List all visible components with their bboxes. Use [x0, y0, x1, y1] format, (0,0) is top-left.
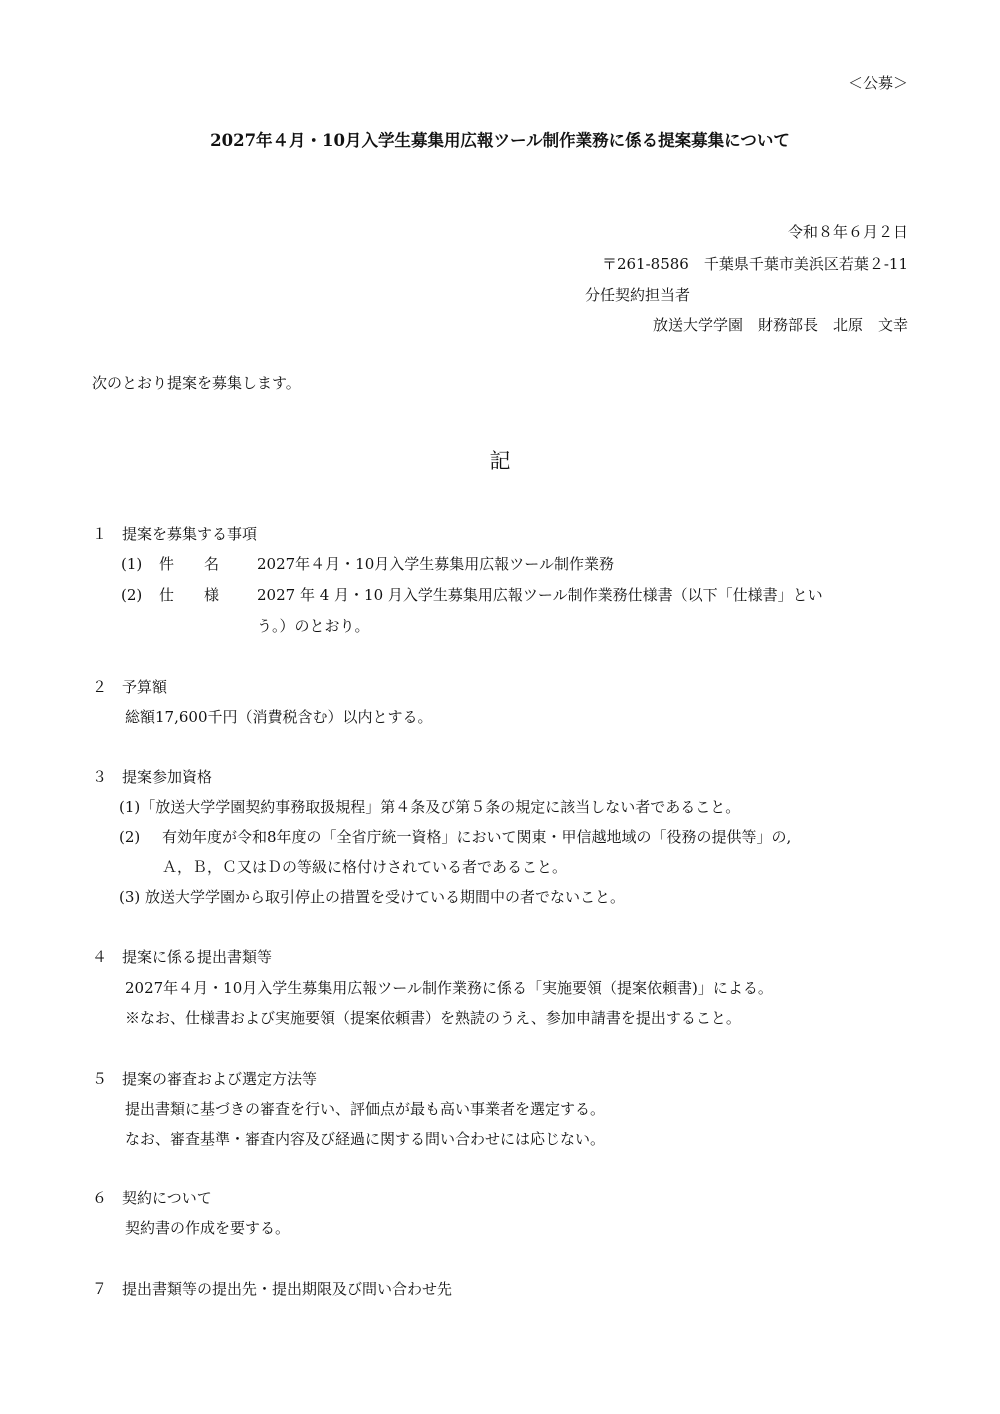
section-1-heading: １ 提案を募集する事項 — [92, 525, 258, 543]
section-1-item-2 — [121, 585, 823, 605]
section-4-text-1: 2027年４月・10月入学生募集用広報ツール制作業務に係る「実施要領（提案依頼書)」による。 — [125, 979, 773, 997]
issue-date: 令和８年６月２日 — [787, 223, 908, 241]
item-text: 2027 年 4 月・10 月入学生募集用広報ツール制作業務仕様書（以下「仕様書」とい — [257, 586, 823, 604]
notice-type-tag: ＜公募＞ — [847, 74, 908, 92]
item-text: 2027年４月・10月入学生募集用広報ツール制作業務 — [257, 555, 614, 573]
section-7-heading: ７ 提出書類等の提出先・提出期限及び問い合わせ先 — [92, 1280, 453, 1298]
section-4-text-2: ※なお、仕様書および実施要領（提案依頼書）を熟読のうえ、参加申請書を提出すること。 — [125, 1009, 741, 1027]
section-2-text: 総額17,600千円（消費税含む）以内とする。 — [125, 708, 433, 726]
section-4-heading: ４ 提案に係る提出書類等 — [92, 948, 273, 966]
section-1-item-1 — [121, 554, 614, 574]
section-6-heading: ６ 契約について — [92, 1189, 212, 1207]
section-3-item-2 — [119, 827, 791, 847]
section-2-heading: ２ 予算額 — [92, 678, 168, 696]
intro-text: 次のとおり提案を募集します。 — [92, 374, 301, 392]
item-label: 仕 様 — [159, 586, 220, 604]
section-3-item-2-cont: Ａ，Ｂ，Ｃ又はＤの等級に格付けされている者であること。 — [162, 858, 568, 876]
section-6-text: 契約書の作成を要する。 — [125, 1219, 291, 1237]
page-title: 2027年４月・10月入学生募集用広報ツール制作業務に係る提案募集について — [210, 131, 790, 150]
item-label: 件 名 — [159, 555, 220, 573]
section-5-text-1: 提出書類に基づきの審査を行い、評価点が最も高い事業者を選定する。 — [125, 1100, 606, 1118]
section-3-item-1: (1)「放送大学学園契約事務取扱規程」第４条及び第５条の規定に該当しない者であること。 — [119, 798, 741, 816]
section-3-heading: ３ 提案参加資格 — [92, 768, 213, 786]
ki-heading: 記 — [489, 449, 511, 473]
item-number: (2) — [121, 586, 143, 604]
section-5-heading: ５ 提案の審査および選定方法等 — [92, 1070, 318, 1088]
item-number: (1) — [121, 555, 143, 573]
item-text: 有効年度が令和8年度の「全省庁統一資格」において関東・甲信越地域の「役務の提供等」の, — [162, 828, 792, 846]
section-5-text-2: なお、審査基準・審査内容及び経過に関する問い合わせには応じない。 — [125, 1130, 606, 1148]
section-1-item-2-cont: う。）のとおり。 — [257, 617, 370, 635]
issuer-role: 分任契約担当者 — [585, 286, 691, 304]
item-number: (2) — [119, 828, 141, 846]
issuer-name: 放送大学学園 財務部長 北原 文幸 — [652, 316, 908, 334]
issuer-address: 〒261-8586 千葉県千葉市美浜区若葉２-11 — [601, 255, 908, 273]
section-3-item-3: (3) 放送大学学園から取引停止の措置を受けている期間中の者でないこと。 — [119, 888, 626, 906]
